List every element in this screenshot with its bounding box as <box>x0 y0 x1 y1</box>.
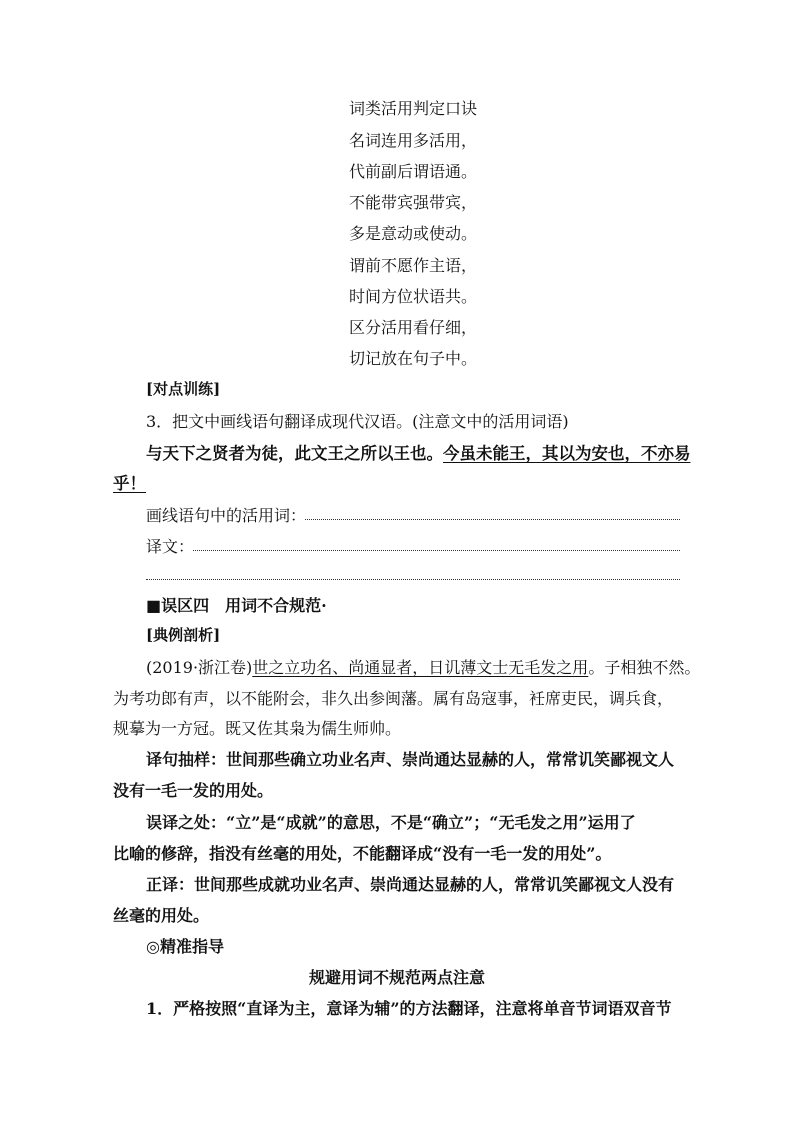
translation-answer-line[interactable] <box>193 550 680 551</box>
example-heading: [典例剖析] <box>146 626 221 644</box>
passage-underlined-cont: 乎！ <box>113 474 146 493</box>
passage-plain: 与天下之贤者为徒，此文王之所以王也。 <box>146 444 443 463</box>
poem-line: 切记放在句子中。 <box>349 349 478 368</box>
correct-text: 世间那些成就功业名声、崇尚通达显赫的人，常常讥笑鄙视文人没有 <box>194 875 675 894</box>
poem-title: 词类活用判定口诀 <box>349 99 478 118</box>
translation-label: 译文： <box>146 537 195 556</box>
error-line-2: 比喻的修辞，指没有丝毫的用处，不能翻译成“没有一毛一发的用处”。 <box>113 844 612 863</box>
guide-title: 规避用词不规范两点注意 <box>308 968 485 987</box>
error-text: “立”是“成就”的意思，不是“确立”；“无毛发之用”运用了 <box>226 813 636 832</box>
poem-line: 名词连用多活用， <box>349 131 478 150</box>
sample-line-2: 没有一毛一发的用处。 <box>113 781 274 800</box>
guide-item-1: 1．严格按照“直译为主，意译为辅”的方法翻译，注意将单音节词语双音节 <box>146 999 672 1018</box>
section4-heading: ■误区四 用词不合规范· <box>146 596 327 615</box>
poem-line: 代前副后谓语通。 <box>349 162 478 181</box>
correct-line <box>146 872 674 895</box>
practice-heading: [对点训练] <box>146 380 221 398</box>
poem-line: 时间方位状语共。 <box>349 287 478 306</box>
practice-passage <box>146 440 691 464</box>
poem-line: 区分活用看仔细， <box>349 318 478 337</box>
guide-heading: ◎精准指导 <box>146 937 224 956</box>
poem-line: 不能带宾强带宾， <box>349 193 478 212</box>
correct-label: 正译： <box>146 875 195 894</box>
correct-line-2: 丝毫的用处。 <box>113 906 210 925</box>
sample-text: 世间那些确立功业名声、崇尚通达显赫的人，常常讥笑鄙视文人 <box>226 750 675 769</box>
example-line-2: 为考功郎有声，以不能附会，非久出参闽藩。属有岛寇事，衽席吏民，调兵食， <box>113 689 674 708</box>
example-source: (2019·浙江卷) <box>146 658 253 677</box>
error-label: 误译之处： <box>146 813 227 832</box>
error-line <box>146 810 636 833</box>
translation-answer-line-2[interactable] <box>146 579 680 580</box>
practice-question: 3．把文中画线语句翻译成现代汉语。(注意文中的活用词语) <box>146 412 569 431</box>
example-rest: 。子相独不然。 <box>588 658 701 677</box>
poem-line: 多是意动或使动。 <box>349 224 478 243</box>
example-line-1 <box>146 655 700 678</box>
active-words-label: 画线语句中的活用词： <box>146 506 307 525</box>
example-underlined: 世之立功名、尚通显者，日讥薄文士无毛发之用 <box>252 658 589 677</box>
sample-label: 译句抽样： <box>146 750 227 769</box>
sample-line <box>146 747 674 770</box>
poem-line: 谓前不愿作主语， <box>349 256 478 275</box>
example-line-3: 规摹为一方冠。既又佐其枭为儒生师帅。 <box>113 719 402 738</box>
passage-underlined: 今虽未能王，其以为安也，不亦易 <box>443 444 691 463</box>
active-words-answer-line[interactable] <box>305 519 680 520</box>
